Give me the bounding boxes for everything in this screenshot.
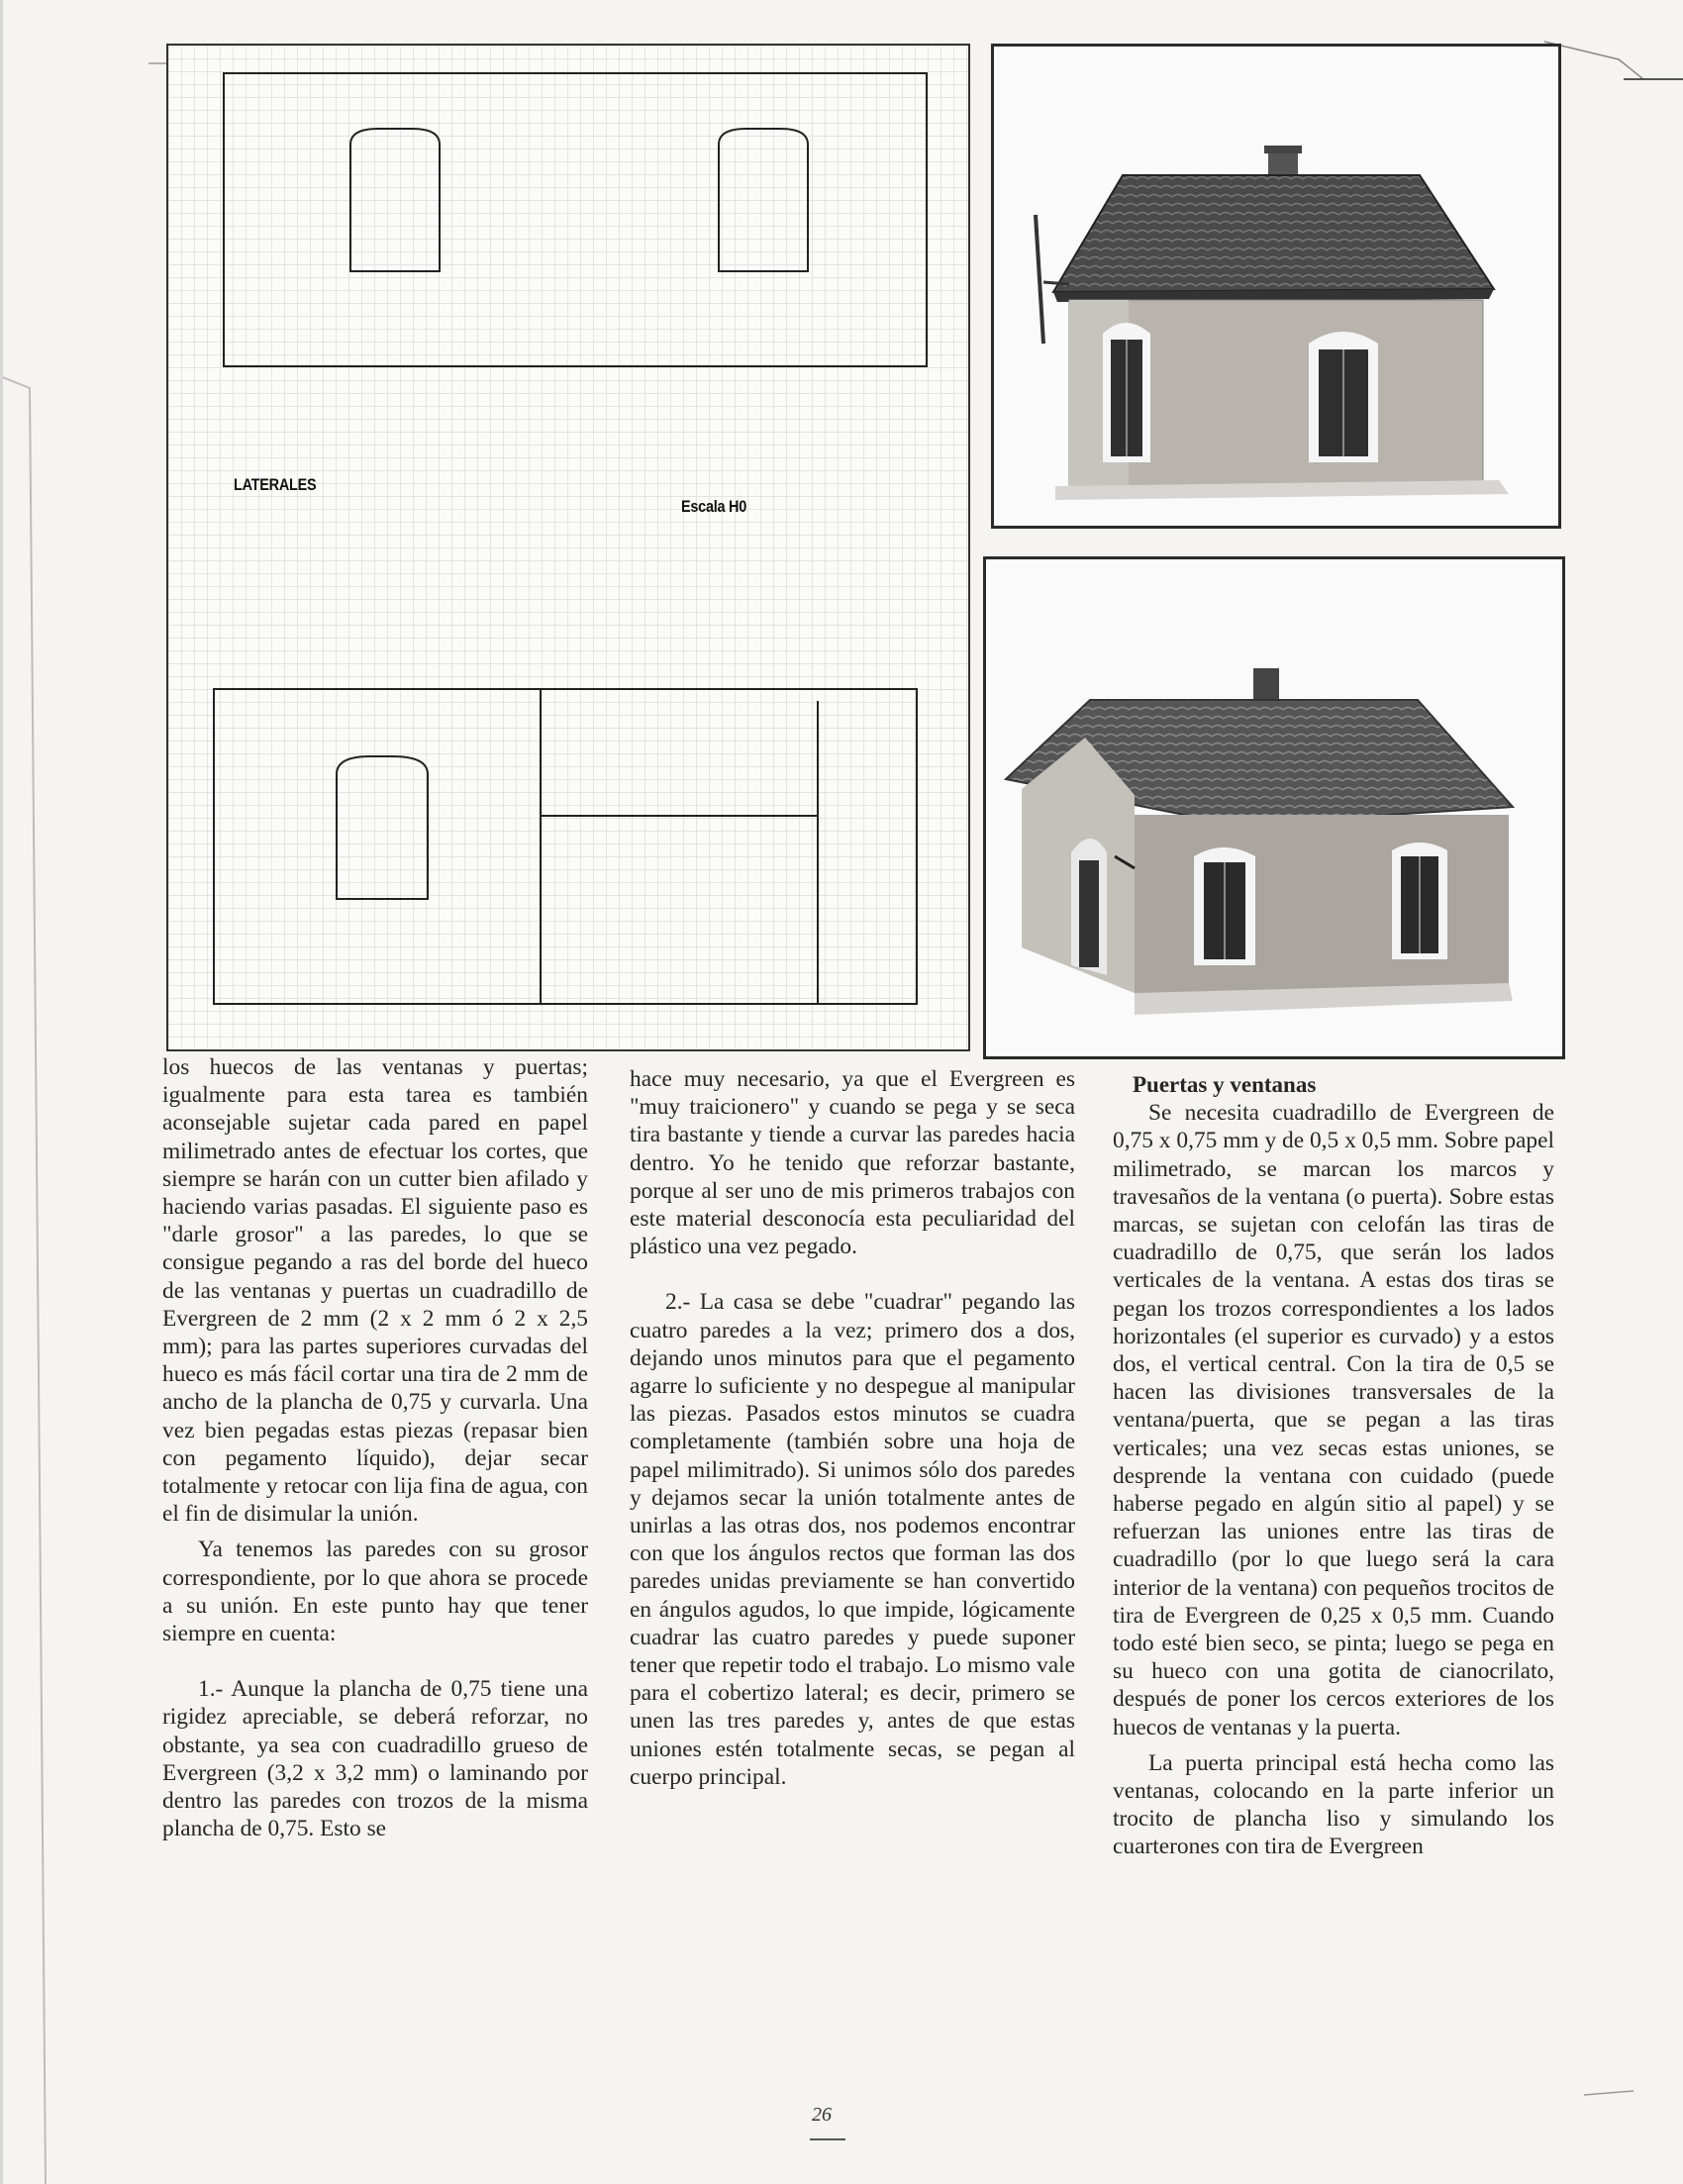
paragraph: Ya tenemos las paredes con su grosor correspondiente, por lo que ahora se procede a su unión. En este punto hay que tener siempre en cuenta: — [162, 1537, 588, 1647]
label-laterales: LATERALES — [234, 475, 317, 494]
window-outline-lower — [337, 756, 428, 899]
wall-plan-drawing — [168, 46, 968, 1049]
paragraph: Se necesita cuadradillo de Evergreen de 0,75 x 0,75 mm y de 0,5 x 0,5 mm. Sobre papel milimetrado, se marcan los marcos y travesaños de la ventana (o puerta). Sobre estas marcas, se sujetan con celofán las tiras de cuadradillo de 0,75, que serán los lados verticales de la ventana. A estas dos tiras se pegan los trozos correspondientes a los lados horizontales (el superior es curvado) y a estos dos, el vertical central. Con la tira de 0,5 se hacen las divisiones transversales de la ventana/puerta, que se pegan a las tiras verticales; una vez secas estas uniones, se desprende la ventana con cuidado (puede haberse pegado en algún sitio al papel) y se refuerzan las uniones entre las tiras de cuadradillo (por lo que luego será la cara interior de la ventana) con pequeños trocitos de tira de Evergreen de 0,25 x 0,5 mm. Cuando todo esté bien seco, se pinta; luego se pega en su hueco con una gotita de cianocrilato, después de poner los cercos exteriores de los huecos de ventanas y la puerta. — [1113, 1100, 1554, 1740]
page-number-rule — [810, 2138, 845, 2140]
front-wall-outline — [214, 689, 917, 1004]
house-photo-side — [991, 44, 1561, 529]
window-outline-left — [350, 129, 440, 271]
text-column-2 — [630, 1065, 1075, 1791]
text-column-1 — [162, 1053, 588, 1842]
lateral-wall-outline — [224, 73, 927, 366]
label-escala: Escala H0 — [681, 497, 746, 516]
section-heading: Puertas y ventanas — [1133, 1072, 1317, 1097]
window-outline-right — [719, 129, 808, 271]
house-photo-front — [983, 556, 1565, 1059]
wall-plan-figure — [166, 44, 970, 1051]
paragraph: 1.- Aunque la plancha de 0,75 tiene una rigidez apreciable, se deberá reforzar, no obstante, ya sea con cuadradillo grueso de Evergreen (3,2 x 3,2 mm) o laminando por dentro las paredes con trozos de la misma plancha de 0,75. Esto se — [162, 1676, 588, 1842]
text-column-3 — [1113, 1071, 1554, 1861]
paragraph: los huecos de las ventanas y puertas; igualmente para esta tarea es también aconsejable sujetar cada pared en papel milimetrado antes de efectuar los cortes, que siempre se harán con un cutter bien afilado y haciendo varias pasadas. El siguiente paso es "darle grosor" a las paredes, lo que se consigue pegando a ras del borde del hueco de las ventanas y puertas un cuadradillo de Evergreen de 2 mm (2 x 2 mm ó 2 x 2,5 mm); para las partes superiores curvadas del hueco es más fácil cortar una tira de 2 mm de ancho de la plancha de 0,75 y curvarla. Una vez bien pegadas estas piezas (repasar bien con pegamento líquido), dejar secar totalmente y retocar con lija fina de agua, con el fin de disimular la unión. — [162, 1054, 588, 1528]
paragraph: 2.- La casa se debe "cuadrar" pegando las cuatro paredes a la vez; primero dos a dos, dejando unos minutos para que el pegamento agarre lo suficiente y no despegue al manipular las piezas. Pasados estos minutos se cuadra completamente (también sobre una hoja de papel milimitrado). Si unimos sólo dos paredes y dejamos secar la unión totalmente antes de unirlas a las otras dos, nos podemos encontrar con que los ángulos rectos que forman las dos paredes unidas previamente se han convertido en ángulos agudos, lo que impide, lógicamente cuadrar las cuatro paredes y puede suponer tener que repetir todo el trabajo. Lo mismo vale para el cobertizo lateral; es decir, primero se unen las tres paredes y, antes de que estas uniones estén totalmente secas, se pegan al cuerpo principal. — [630, 1289, 1075, 1790]
paragraph: La puerta principal está hecha como las ventanas, colocando en la parte inferior un trocito de plancha liso y simulando los cuarterones con tira de Evergreen — [1113, 1749, 1554, 1860]
page-number: 26 — [812, 2104, 832, 2126]
paragraph: hace muy necesario, ya que el Evergreen es "muy traicionero" y cuando se pega y se seca tira bastante y tiende a curvar las paredes hacia dentro. Yo he tenido que reforzar bastante, porque al ser uno de mis primeros trabajos con este material desconocía esta peculiaridad del plástico una vez pegado. — [630, 1066, 1075, 1260]
